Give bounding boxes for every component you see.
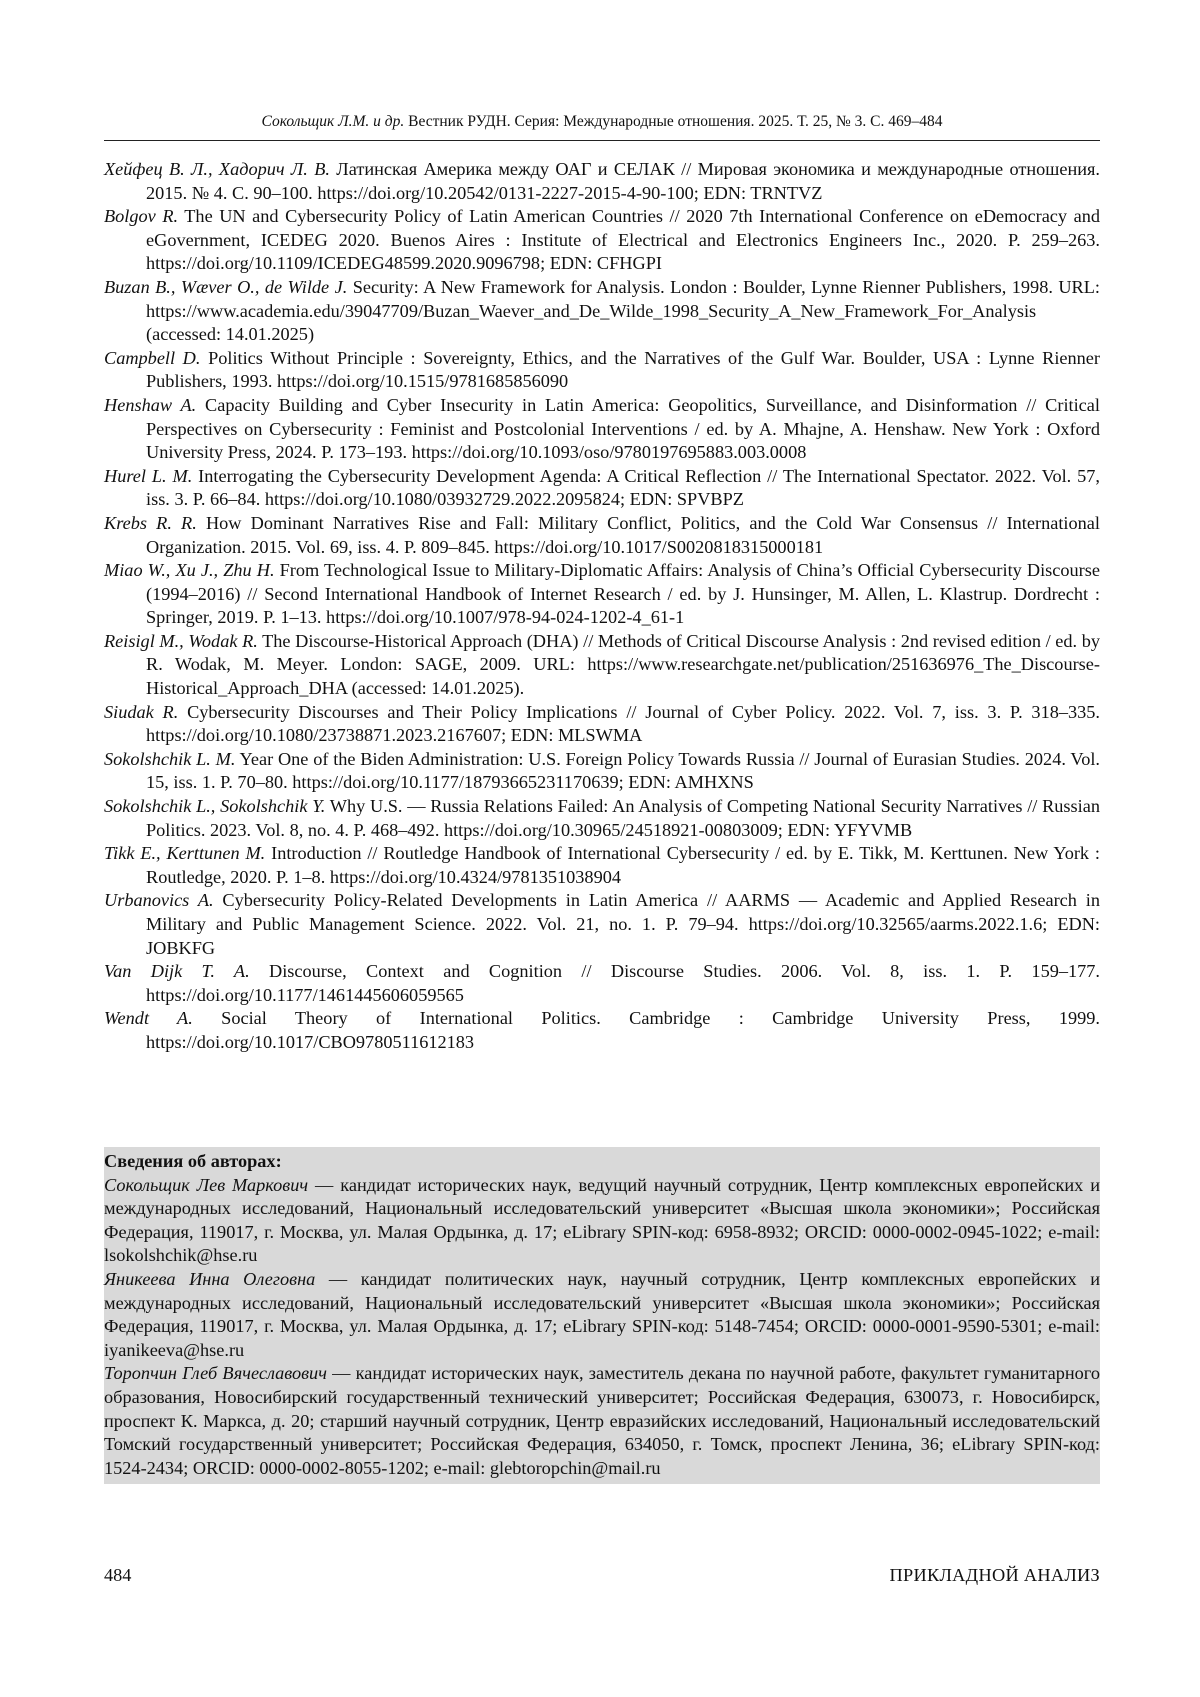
author-details: — кандидат исторических наук, заместитель декана по научной работе, факультет гуманитарного образования, Новосибирский государственный технический университет; Российская Федерация, 630073, г. Новосибирск, проспект К. Маркса, д. 20; старший научный сотрудник, Центр евразийских исследований, Национальный исследовательский Томский государственный университет; Российская Федерация, 634050, г. Томск, проспект Ленина, 36; eLibrary SPIN-код: 1524-2434; ORCID: 0000-0002-8055-1202; e-mail: glebtoropchin@mail.ru (104, 1363, 1100, 1477)
reference-item (104, 205, 1100, 276)
reference-text: From Technological Issue to Military-Diplomatic Affairs: Analysis of China’s Official Cybersecurity Discourse (1994–2016) // Second International Handbook of Internet Research / ed. by J. Hunsinger, M. Allen, L. Klastrup. Dordrecht : Springer, 2019. P. 1–13. https://doi.org/10.1007/978-94-024-1202-4_61-1 (146, 560, 1100, 627)
reference-authors: Siudak R. (104, 702, 178, 722)
reference-list (104, 158, 1100, 1055)
author-entry (104, 1362, 1100, 1480)
reference-authors: Tikk E., Kerttunen M. (104, 843, 265, 863)
reference-text: Security: A New Framework for Analysis. London : Boulder, Lynne Rienner Publishers, 1998. URL: https://www.academia.edu/39047709/Buzan_Waever_and_De_Wilde_1998_Security_A_New_Framework_For_Analysis (accessed: 14.01.2025) (146, 277, 1100, 344)
reference-text: Cybersecurity Discourses and Their Policy Implications // Journal of Cyber Policy. 2022. Vol. 7, iss. 3. P. 318–335. https://doi.org/10.1080/23738871.2023.2167607; EDN: MLSWMA (146, 702, 1100, 746)
author-name: Сокольщик Лев Маркович (104, 1175, 308, 1195)
reference-item (104, 748, 1100, 795)
header-journal: Вестник РУДН. Серия: Международные отношения. 2025. Т. 25, № 3. С. 469–484 (408, 113, 942, 130)
reference-item (104, 842, 1100, 889)
author-details: — кандидат политических наук, научный сотрудник, Центр комплексных европейских и международных исследований, Национальный исследовательский университет «Высшая школа экономики»; Российская Федерация, 119017, г. Москва, ул. Малая Ордынка, д. 17; eLibrary SPIN-код: 5148-7454; ORCID: 0000-0001-9590-5301; e-mail: iyanikeeva@hse.ru (104, 1269, 1100, 1360)
reference-text: Politics Without Principle : Sovereignty, Ethics, and the Narratives of the Gulf War. Boulder, USA : Lynne Rienner Publishers, 1993. https://doi.org/10.1515/9781685856090 (146, 348, 1100, 392)
reference-item (104, 512, 1100, 559)
reference-authors: Krebs R. R. (104, 513, 197, 533)
author-name: Торопчин Глеб Вячеславович (104, 1363, 327, 1383)
reference-authors: Van Dijk T. A. (104, 961, 250, 981)
reference-text: How Dominant Narratives Rise and Fall: Military Conflict, Politics, and the Cold War Consensus // International Organization. 2015. Vol. 69, iss. 4. P. 809–845. https://doi.org/10.1017/S0020818315000181 (146, 513, 1100, 557)
reference-item (104, 701, 1100, 748)
running-header (104, 112, 1100, 132)
reference-authors: Urbanovics A. (104, 890, 214, 910)
reference-authors: Hurel L. M. (104, 466, 192, 486)
reference-item (104, 394, 1100, 465)
reference-text: Capacity Building and Cyber Insecurity in Latin America: Geopolitics, Surveillance, and Disinformation // Critical Perspectives on Cybersecurity : Feminist and Postcolonial Interventions / ed. by A. Mhajne, A. Henshaw. New York : Oxford University Press, 2024. P. 173–193. https://doi.org/10.1093/oso/9780197695883.003.0008 (146, 395, 1100, 462)
reference-authors: Miao W., Xu J., Zhu H. (104, 560, 275, 580)
reference-authors: Хейфец В. Л., Хадорич Л. В. (104, 159, 330, 179)
section-title: ПРИКЛАДНОЙ АНАЛИЗ (890, 1563, 1100, 1587)
reference-text: Discourse, Context and Cognition // Discourse Studies. 2006. Vol. 8, iss. 1. P. 159–177. https://doi.org/10.1177/1461445606059565 (146, 961, 1100, 1005)
reference-authors: Bolgov R. (104, 206, 178, 226)
reference-authors: Henshaw A. (104, 395, 196, 415)
reference-authors: Reisigl M., Wodak R. (104, 631, 258, 651)
reference-text: The Discourse-Historical Approach (DHA) // Methods of Critical Discourse Analysis : 2nd revised edition / ed. by R. Wodak, M. Meyer. London: SAGE, 2009. URL: https://www.researchgate.net/publication/251636976_The_Discourse-Historical_Approach_DHA (accessed: 14.01.2025). (146, 631, 1100, 698)
header-rule (104, 140, 1100, 141)
reference-authors: Campbell D. (104, 348, 200, 368)
reference-item (104, 465, 1100, 512)
reference-text: Year One of the Biden Administration: U.S. Foreign Policy Towards Russia // Journal of Eurasian Studies. 2024. Vol. 15, iss. 1. P. 70–80. https://doi.org/10.1177/18793665231170639; EDN: AMHXNS (146, 749, 1100, 793)
author-entry (104, 1268, 1100, 1362)
author-info-title: Сведения об авторах: (104, 1150, 1100, 1174)
page-number: 484 (104, 1563, 131, 1587)
reference-item (104, 559, 1100, 630)
reference-item (104, 889, 1100, 960)
reference-text: Introduction // Routledge Handbook of International Cybersecurity / ed. by E. Tikk, M. Kerttunen. New York : Routledge, 2020. P. 1–8. https://doi.org/10.4324/9781351038904 (146, 843, 1100, 887)
author-entry (104, 1174, 1100, 1268)
reference-text: Interrogating the Cybersecurity Development Agenda: A Critical Reflection // The International Spectator. 2022. Vol. 57, iss. 3. P. 66–84. https://doi.org/10.1080/03932729.2022.2095824; EDN: SPVBPZ (146, 466, 1100, 510)
reference-text: Латинская Америка между ОАГ и СЕЛАК // Мировая экономика и международные отношения. 2015. № 4. С. 90–100. https://doi.org/10.20542/0131-2227-2015-4-90-100; EDN: TRNTVZ (146, 159, 1100, 203)
reference-item (104, 276, 1100, 347)
reference-authors: Sokolshchik L. M. (104, 749, 235, 769)
reference-authors: Wendt A. (104, 1008, 193, 1028)
reference-item (104, 1007, 1100, 1054)
reference-authors: Buzan B., Wæver O., de Wilde J. (104, 277, 347, 297)
reference-text: Why U.S. — Russia Relations Failed: An Analysis of Competing National Security Narratives // Russian Politics. 2023. Vol. 8, no. 4. P. 468–492. https://doi.org/10.30965/24518921-00803009; EDN: YFYVMB (146, 796, 1100, 840)
reference-item (104, 795, 1100, 842)
header-authors: Сокольщик Л.М. и др. (262, 113, 405, 130)
reference-item (104, 158, 1100, 205)
reference-item (104, 347, 1100, 394)
author-details: — кандидат исторических наук, ведущий научный сотрудник, Центр комплексных европейских и международных исследований, Национальный исследовательский университет «Высшая школа экономики»; Российская Федерация, 119017, г. Москва, ул. Малая Ордынка, д. 17; eLibrary SPIN-код: 6958-8932; ORCID: 0000-0002-0945-1022; e-mail: lsokolshchik@hse.ru (104, 1175, 1100, 1266)
reference-item (104, 630, 1100, 701)
author-info-box (104, 1147, 1100, 1484)
author-name: Яникеева Инна Олеговна (104, 1269, 315, 1289)
reference-text: The UN and Cybersecurity Policy of Latin American Countries // 2020 7th International Conference on eDemocracy and eGovernment, ICEDEG 2020. Buenos Aires : Institute of Electrical and Electronics Engineers Inc., 2020. P. 259–263. https://doi.org/10.1109/ICEDEG48599.2020.9096798; EDN: CFHGPI (146, 206, 1100, 273)
reference-text: Social Theory of International Politics. Cambridge : Cambridge University Press, 1999. https://doi.org/10.1017/CBO9780511612183 (146, 1008, 1100, 1052)
reference-item (104, 960, 1100, 1007)
reference-authors: Sokolshchik L., Sokolshchik Y. (104, 796, 325, 816)
reference-text: Cybersecurity Policy-Related Developments in Latin America // AARMS — Academic and Applied Research in Military and Public Management Science. 2022. Vol. 21, no. 1. P. 79–94. https://doi.org/10.32565/aarms.2022.1.6; EDN: JOBKFG (146, 890, 1100, 957)
